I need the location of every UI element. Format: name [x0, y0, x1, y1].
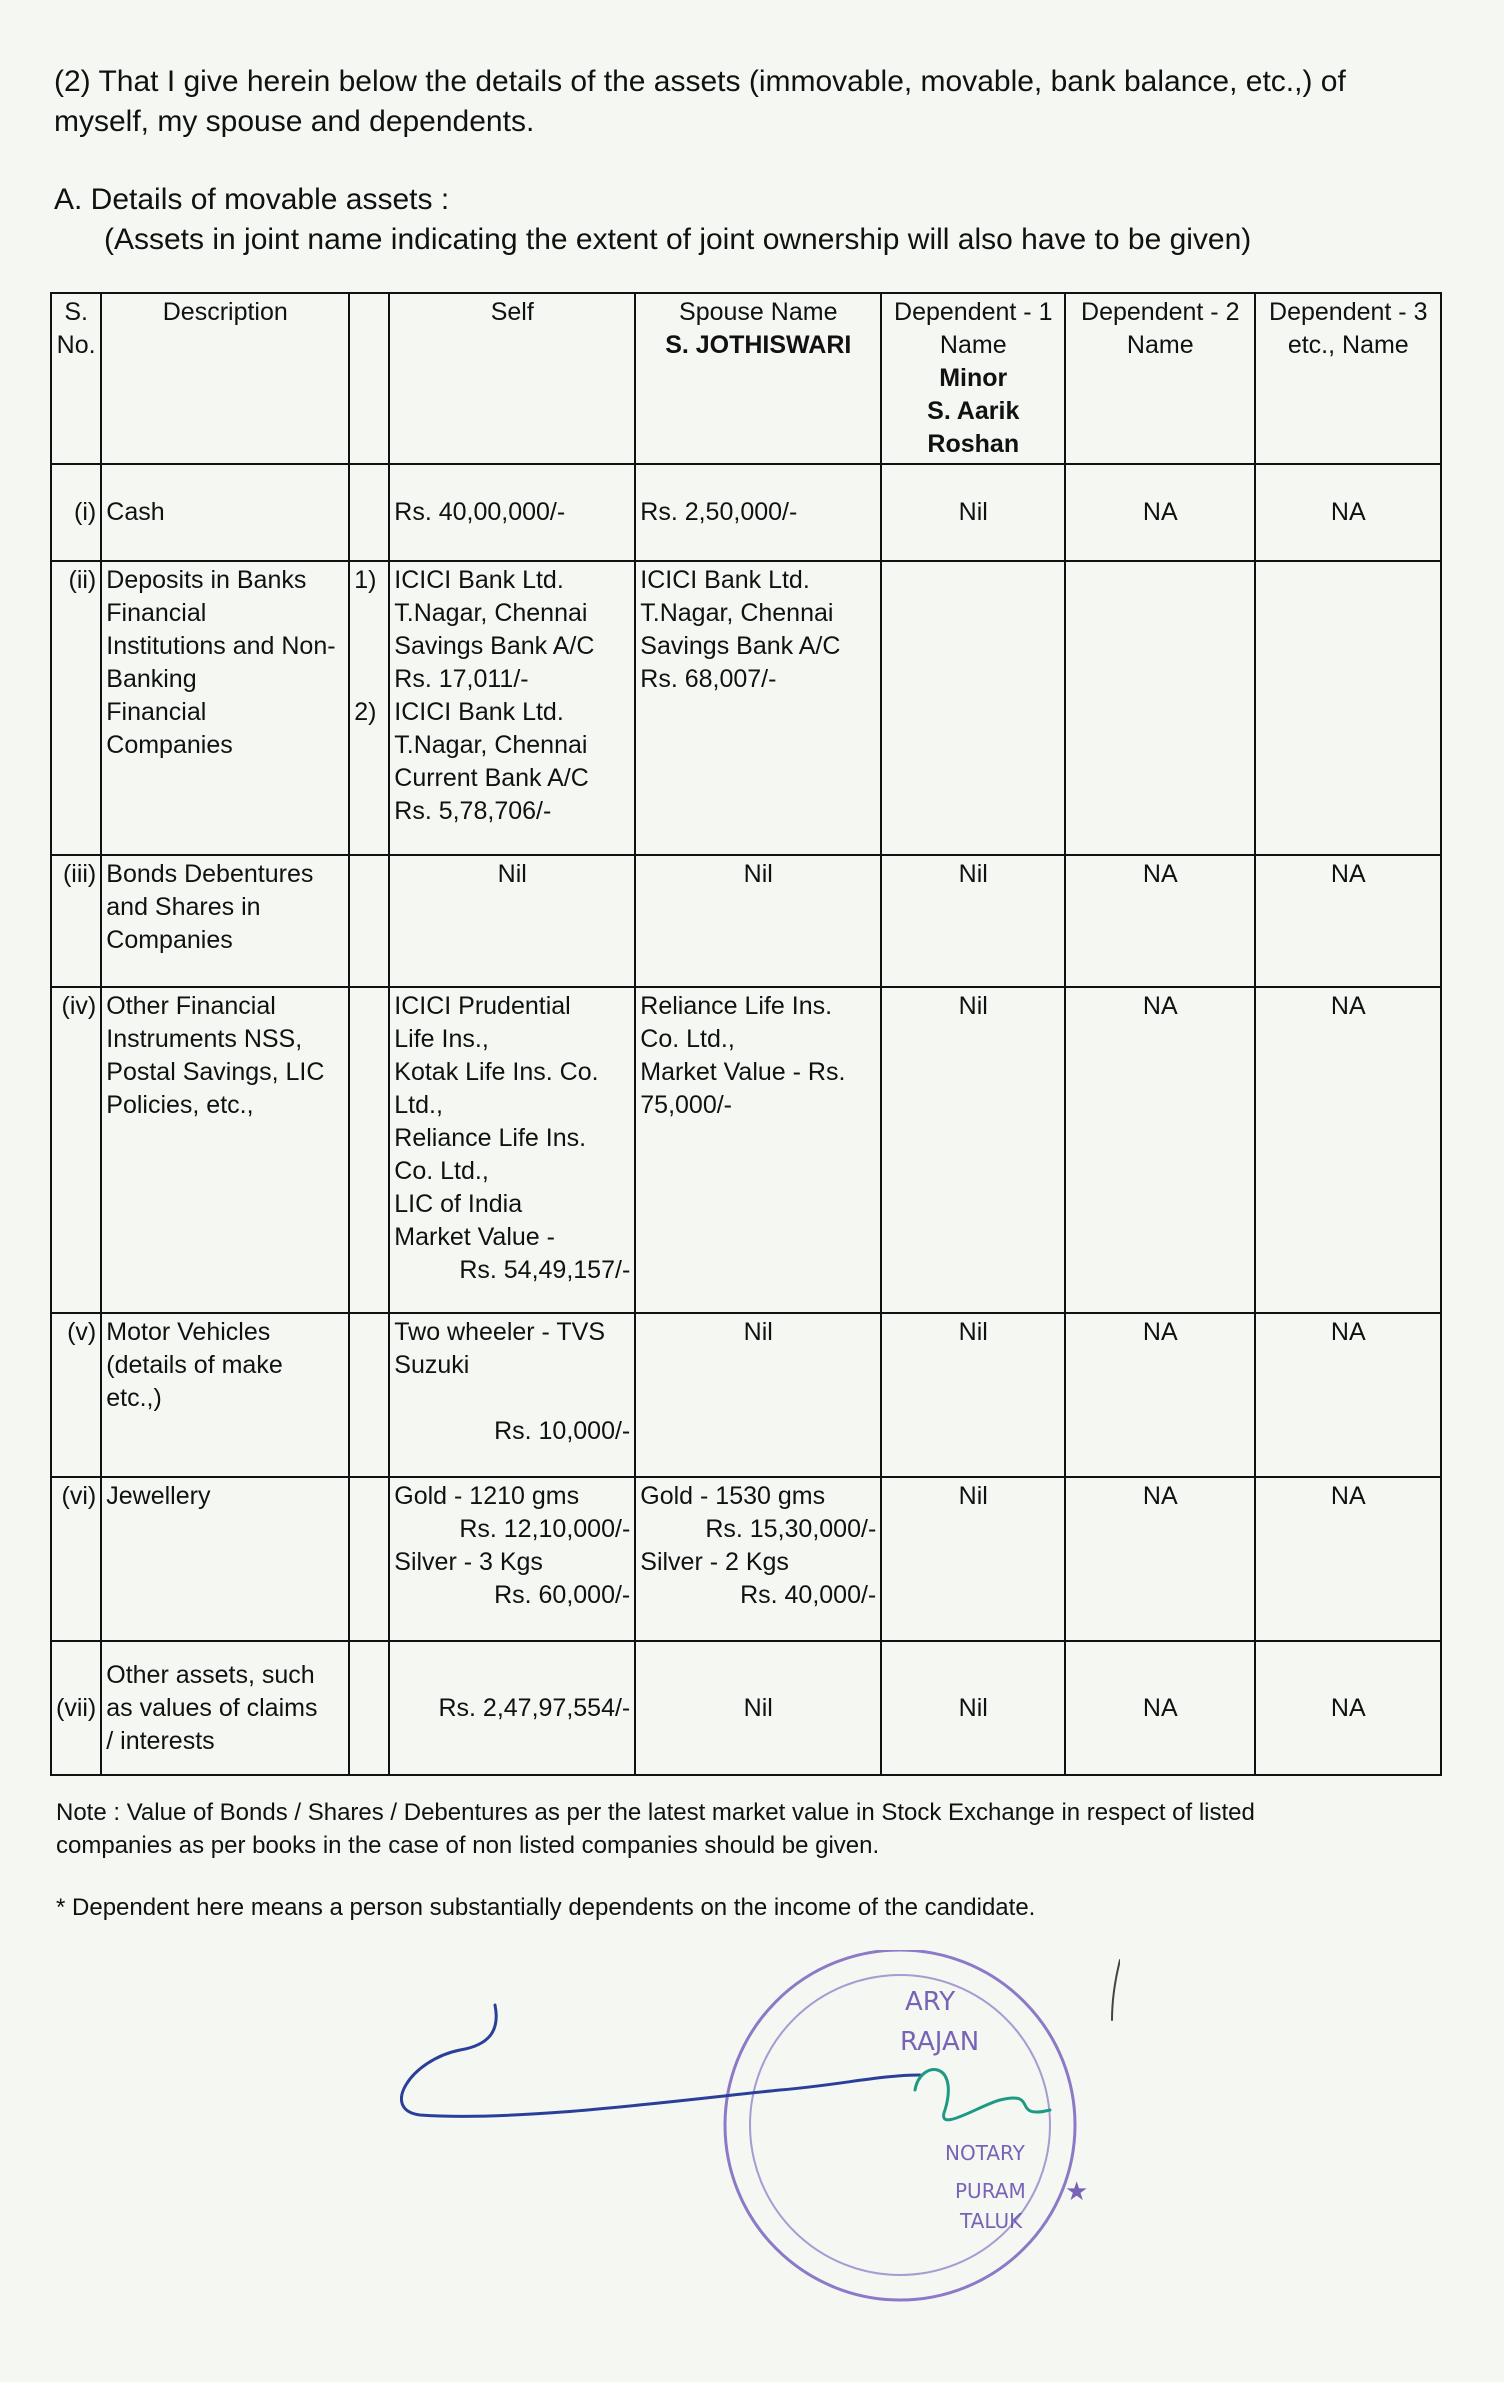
cell-dependent-3: NA — [1255, 855, 1441, 987]
cell-sno: (vii) — [51, 1641, 101, 1775]
cell-spouse: Reliance Life Ins. Co. Ltd., Market Value - Rs. 75,000/- — [635, 987, 881, 1313]
cell-dependent-2: NA — [1065, 987, 1255, 1313]
cell-dependent-1: Nil — [881, 855, 1065, 987]
cell-sno: (iv) — [51, 987, 101, 1313]
cell-index: 1) 2) — [349, 561, 389, 855]
cell-description: Jewellery — [101, 1477, 349, 1641]
cell-self: Gold - 1210 gms Rs. 12,10,000/- Silver - 3 Kgs Rs. 60,000/- — [389, 1477, 635, 1641]
seal-line-4: PURAM — [955, 2179, 1026, 2203]
cell-index — [349, 464, 389, 561]
cell-dependent-3: NA — [1255, 1641, 1441, 1775]
handwritten-signature — [401, 1960, 1120, 2120]
cell-dependent-2: NA — [1065, 1313, 1255, 1477]
cell-self: Rs. 40,00,000/- — [389, 464, 635, 561]
cell-dependent-3: NA — [1255, 987, 1441, 1313]
header-row — [51, 293, 1441, 464]
header-description: Description — [101, 293, 349, 464]
cell-description: Cash — [101, 464, 349, 561]
cell-index — [349, 1313, 389, 1477]
cell-spouse: Rs. 2,50,000/- — [635, 464, 881, 561]
movable-assets-table — [50, 292, 1442, 1776]
header-index — [349, 293, 389, 464]
cell-dependent-1: Nil — [881, 987, 1065, 1313]
header-spouse: Spouse Name S. JOTHISWARI — [635, 293, 881, 464]
header-dependent-1: Dependent - 1 Name Minor S. Aarik Roshan — [881, 293, 1065, 464]
cell-dependent-2: NA — [1065, 1641, 1255, 1775]
cell-sno: (ii) — [51, 561, 101, 855]
seal-line-2: RAJAN — [900, 2027, 980, 2057]
header-dependent-2: Dependent - 2 Name — [1065, 293, 1255, 464]
header-dependent-3: Dependent - 3 etc., Name — [1255, 293, 1441, 464]
seal-line-3: NOTARY — [945, 2141, 1025, 2165]
cell-dependent-2: NA — [1065, 464, 1255, 561]
table-row — [51, 1641, 1441, 1775]
valuation-note: Note : Value of Bonds / Shares / Debentures as per the latest market value in Stock Exchange in respect of listed companies as per books in the case of non listed companies should be given. — [56, 1799, 1255, 1859]
cell-dependent-3 — [1255, 561, 1441, 855]
cell-sno: (vi) — [51, 1477, 101, 1641]
svg-text:ARY RAJAN NOTARY — [900, 1987, 1034, 2233]
cell-dependent-2: NA — [1065, 855, 1255, 987]
cell-index — [349, 855, 389, 987]
table-row — [51, 855, 1441, 987]
header-self: Self — [389, 293, 635, 464]
section-a-title: A. Details of movable assets : — [54, 183, 450, 216]
cell-self: ICICI Prudential Life Ins., Kotak Life Ins. Co. Ltd., Reliance Life Ins. Co. Ltd., LIC of India Market Value - Rs. 54,49,157/- — [389, 987, 635, 1313]
cell-dependent-3: NA — [1255, 1313, 1441, 1477]
cell-spouse: Nil — [635, 855, 881, 987]
table-row — [51, 1313, 1441, 1477]
cell-index — [349, 1477, 389, 1641]
cell-description: Other assets, such as values of claims / interests — [101, 1641, 349, 1775]
cell-self: Two wheeler - TVS Suzuki Rs. 10,000/- — [389, 1313, 635, 1477]
intro-paragraph: (2) That I give herein below the details of the assets (immovable, movable, bank balance, etc.,) of myself, my spouse and dependents. — [54, 65, 1346, 138]
cell-self: Nil — [389, 855, 635, 987]
cell-spouse: Gold - 1530 gms Rs. 15,30,000/- Silver - 2 Kgs Rs. 40,000/- — [635, 1477, 881, 1641]
seal-line-5: TALUK — [960, 2209, 1023, 2233]
cell-dependent-1: Nil — [881, 464, 1065, 561]
cell-dependent-1: Nil — [881, 1641, 1065, 1775]
cell-index — [349, 987, 389, 1313]
cell-index — [349, 1641, 389, 1775]
cell-sno: (v) — [51, 1313, 101, 1477]
cell-description: Other Financial Instruments NSS, Postal Savings, LIC Policies, etc., — [101, 987, 349, 1313]
cell-dependent-1 — [881, 561, 1065, 855]
svg-text:★: ★ — [1065, 2176, 1089, 2206]
cell-description: Deposits in Banks Financial Institutions and Non- Banking Financial Companies — [101, 561, 349, 855]
cell-sno: (i) — [51, 464, 101, 561]
dependent-definition-note: * Dependent here means a person substantially dependents on the income of the candidate. — [56, 1894, 1036, 1921]
cell-spouse: Nil — [635, 1313, 881, 1477]
cell-dependent-2: NA — [1065, 1477, 1255, 1641]
spouse-name: S. JOTHISWARI — [665, 331, 852, 359]
signature-and-seal — [400, 1950, 1120, 2350]
cell-dependent-3: NA — [1255, 1477, 1441, 1641]
table-row — [51, 464, 1441, 561]
cell-spouse: Nil — [635, 1641, 881, 1775]
table-row — [51, 1477, 1441, 1641]
cell-dependent-1: Nil — [881, 1477, 1065, 1641]
seal-line-1: ARY — [905, 1987, 956, 2017]
cell-dependent-3: NA — [1255, 464, 1441, 561]
cell-description: Motor Vehicles (details of make etc.,) — [101, 1313, 349, 1477]
table-row — [51, 987, 1441, 1313]
seal-stamp — [725, 1950, 1088, 2300]
cell-self: Rs. 2,47,97,554/- — [389, 1641, 635, 1775]
section-a-subtitle: (Assets in joint name indicating the extent of joint ownership will also have to be given) — [104, 223, 1252, 256]
table-row — [51, 561, 1441, 855]
cell-sno: (iii) — [51, 855, 101, 987]
header-sno: S. No. — [51, 293, 101, 464]
cell-description: Bonds Debentures and Shares in Companies — [101, 855, 349, 987]
cell-dependent-2 — [1065, 561, 1255, 855]
cell-dependent-1: Nil — [881, 1313, 1065, 1477]
cell-self: ICICI Bank Ltd. T.Nagar, Chennai Savings Bank A/C Rs. 17,011/- ICICI Bank Ltd. T.Nagar, Chennai Current Bank A/C Rs. 5,78,706/- — [389, 561, 635, 855]
cell-spouse: ICICI Bank Ltd. T.Nagar, Chennai Savings Bank A/C Rs. 68,007/- — [635, 561, 881, 855]
